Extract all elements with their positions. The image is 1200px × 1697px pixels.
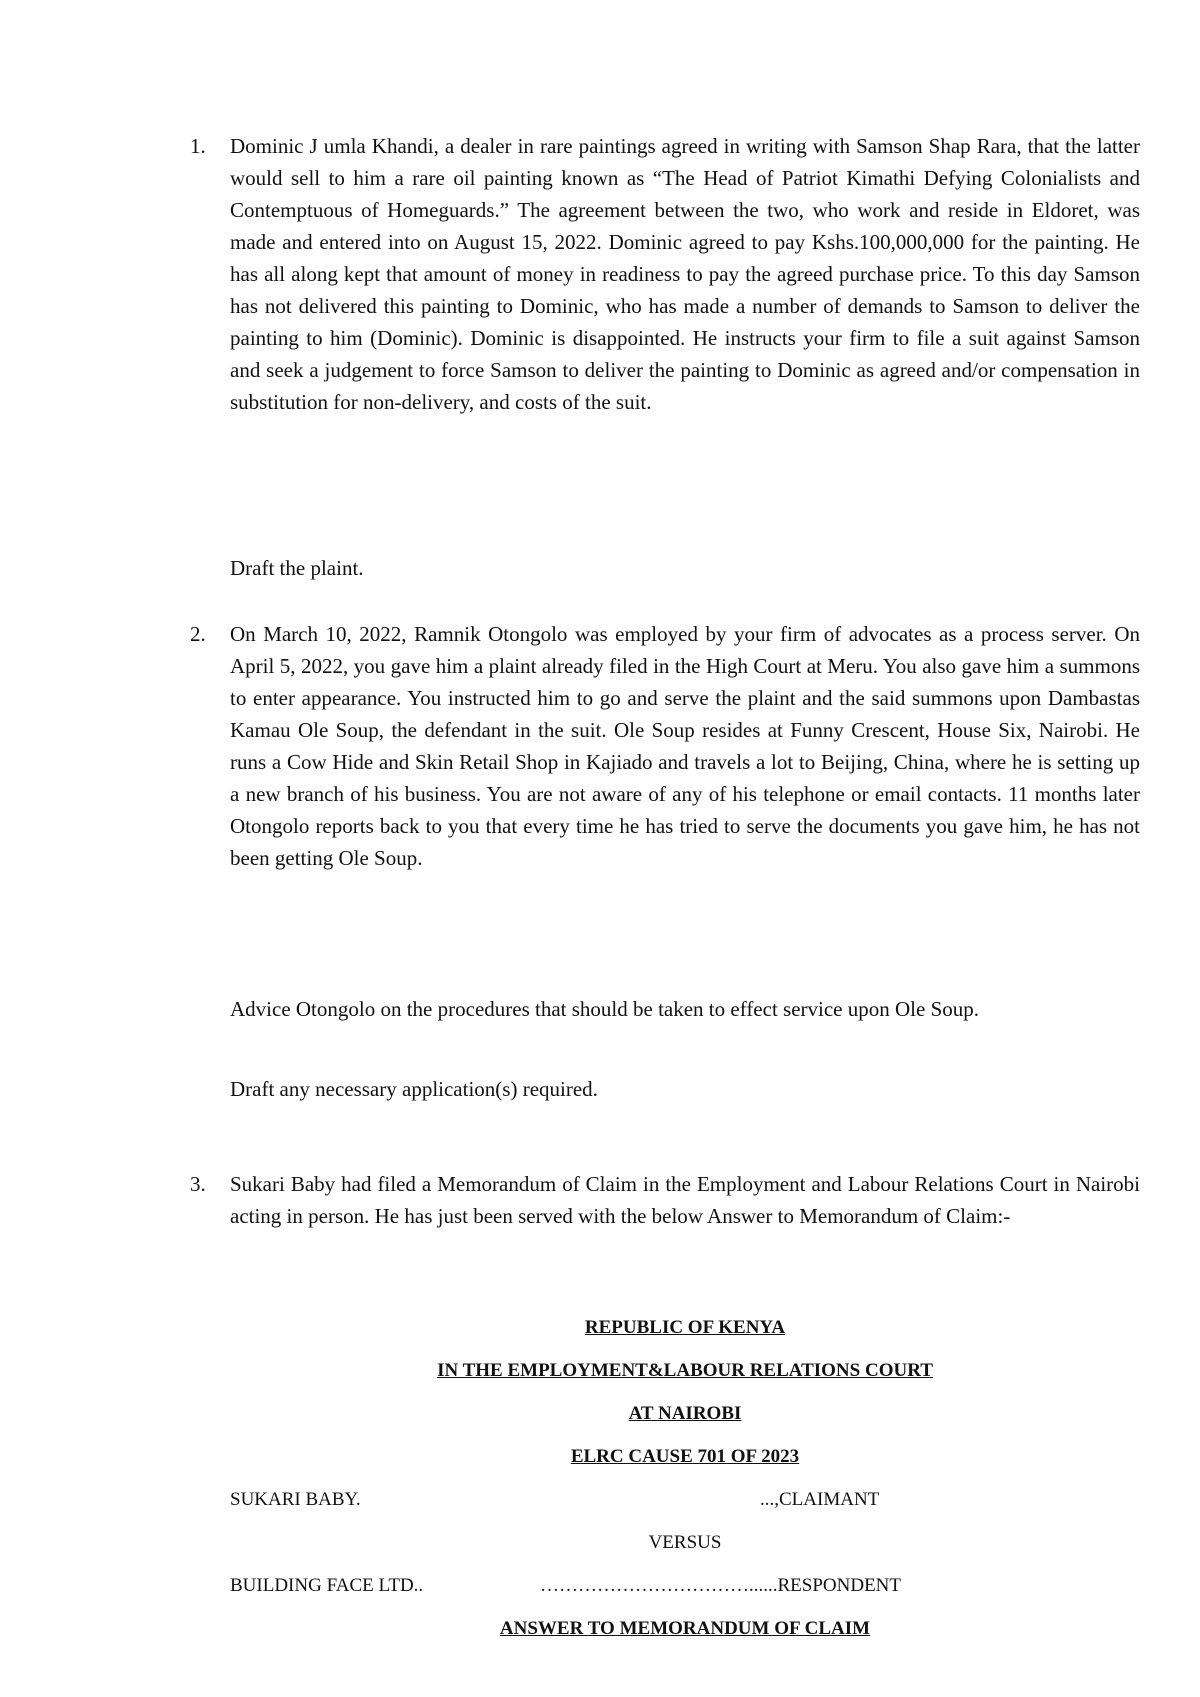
question-2-task-2: Draft any necessary application(s) required. [230,1077,598,1101]
court-heading-location: AT NAIROBI [628,1403,742,1424]
question-1-number: 1. [190,134,206,158]
court-heading-court: IN THE EMPLOYMENT&LABOUR RELATIONS COURT [437,1360,933,1381]
question-2-number: 2. [190,622,206,646]
claimant-name: SUKARI BABY. [230,1489,361,1510]
court-heading-republic: REPUBLIC OF KENYA [584,1317,786,1338]
question-2-task: Advice Otongolo on the procedures that should be taken to effect service upon Ole Soup. [230,997,979,1021]
question-1-body: Dominic J umla Khandi, a dealer in rare paintings agreed in writing with Samson Shap Rara, that the latter would sell to him a rare oil painting known as “The Head of Patriot Kimathi Defying Colonialists and Contemptuous of Homeguards.” The agreement between the two, who work and reside in Eldoret, was made and entered into on August 15, 2022. Dominic agreed to pay Kshs.100,000,000 for the painting. He has all along kept that amount of money in readiness to pay the agreed purchase price. To this day Samson has not delivered this painting to Dominic, who has made a number of demands to Samson to deliver the painting to him (Dominic). Dominic is disappointed. He instructs your firm to file a suit against Samson and seek a judgement to force Samson to deliver the painting to Dominic as agreed and/or compensation in substitution for non-delivery, and costs of the suit. [230,134,1140,414]
respondent-role: ……………………………......RESPONDENT [540,1575,902,1596]
respondent-name: BUILDING FACE LTD.. [230,1575,424,1596]
question-1-task: Draft the plaint. [230,556,364,580]
claimant-role: ...,CLAIMANT [760,1489,880,1510]
question-2-body: On March 10, 2022, Ramnik Otongolo was employed by your firm of advocates as a process server. On April 5, 2022, you gave him a plaint already filed in the High Court at Meru. You also gave him a summons to enter appearance. You instructed him to go and serve the plaint and the said summons upon Dambastas Kamau Ole Soup, the defendant in the suit. Ole Soup resides at Funny Crescent, House Six, Nairobi. He runs a Cow Hide and Skin Retail Shop in Kajiado and travels a lot to Beijing, China, where he is setting up a new branch of his business. You are not aware of any of his telephone or email contacts. 11 months later Otongolo reports back to you that every time he has tried to serve the documents you gave him, he has not been getting Ole Soup. [230,622,1140,870]
document-title: ANSWER TO MEMORANDUM OF CLAIM [499,1618,871,1639]
question-3-number: 3. [190,1172,206,1196]
versus-label: VERSUS [648,1532,722,1553]
court-heading-cause: ELRC CAUSE 701 OF 2023 [570,1446,800,1467]
question-3-body: Sukari Baby had filed a Memorandum of Claim in the Employment and Labour Relations Court in Nairobi acting in person. He has just been served with the below Answer to Memorandum of Claim:- [230,1172,1140,1228]
